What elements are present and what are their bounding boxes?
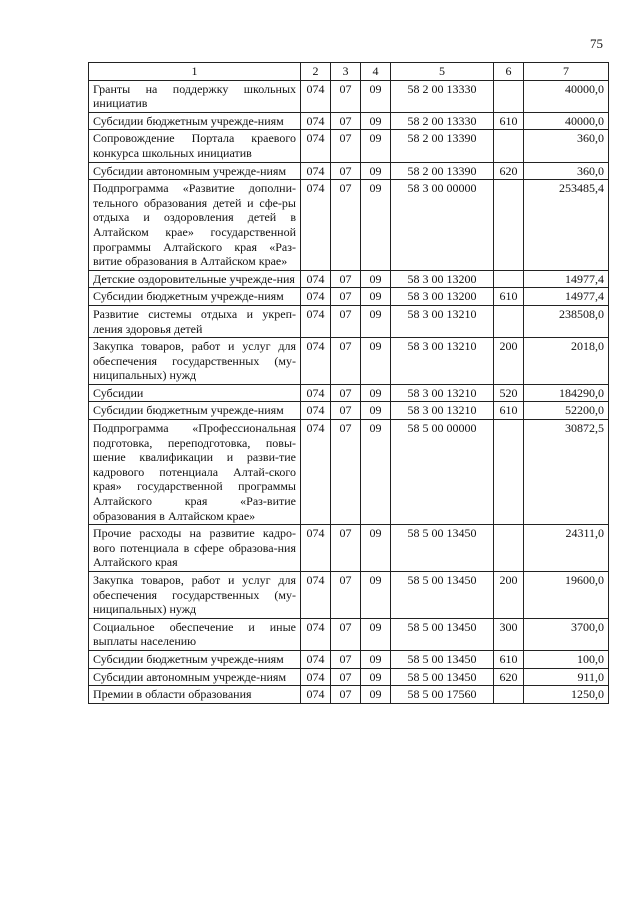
- gr-cell: 074: [301, 650, 331, 668]
- vr-cell: 620: [494, 668, 524, 686]
- gr-cell: 074: [301, 572, 331, 619]
- csr-cell: 58 2 00 13390: [391, 130, 494, 162]
- pr-cell: 09: [361, 288, 391, 306]
- header-row: [89, 63, 609, 81]
- name-cell: Социальное обеспечение и иные выплаты населению: [89, 618, 301, 650]
- pr-cell: 09: [361, 618, 391, 650]
- sum-cell: 360,0: [524, 162, 609, 180]
- csr-cell: 58 5 00 00000: [391, 420, 494, 525]
- sum-cell: 14977,4: [524, 270, 609, 288]
- name-cell: Прочие расходы на развитие кадро-вого потенциала в сфере образова-ния Алтайского края: [89, 525, 301, 572]
- pr-cell: 09: [361, 420, 391, 525]
- sum-cell: 238508,0: [524, 305, 609, 337]
- sum-cell: 19600,0: [524, 572, 609, 619]
- header-cell-sum: 7: [524, 63, 609, 81]
- table-row: [89, 525, 609, 572]
- pr-cell: 09: [361, 686, 391, 704]
- name-cell: Закупка товаров, работ и услуг для обеспечения государственных (му-ниципальных) нужд: [89, 338, 301, 385]
- sum-cell: 40000,0: [524, 80, 609, 112]
- pr-cell: 09: [361, 572, 391, 619]
- vr-cell: 620: [494, 162, 524, 180]
- vr-cell: [494, 130, 524, 162]
- header-cell-pr: 4: [361, 63, 391, 81]
- vr-cell: [494, 686, 524, 704]
- pr-cell: 09: [361, 270, 391, 288]
- name-cell: Субсидии бюджетным учрежде-ниям: [89, 402, 301, 420]
- name-cell: Субсидии бюджетным учрежде-ниям: [89, 650, 301, 668]
- header-cell-csr: 5: [391, 63, 494, 81]
- table-row: [89, 162, 609, 180]
- name-cell: Субсидии: [89, 384, 301, 402]
- pr-cell: 09: [361, 80, 391, 112]
- rz-cell: 07: [331, 668, 361, 686]
- sum-cell: 3700,0: [524, 618, 609, 650]
- table-row: [89, 270, 609, 288]
- rz-cell: 07: [331, 572, 361, 619]
- gr-cell: 074: [301, 668, 331, 686]
- sum-cell: 24311,0: [524, 525, 609, 572]
- pr-cell: 09: [361, 668, 391, 686]
- name-cell: Детские оздоровительные учрежде-ния: [89, 270, 301, 288]
- csr-cell: 58 5 00 13450: [391, 572, 494, 619]
- pr-cell: 09: [361, 112, 391, 130]
- rz-cell: 07: [331, 130, 361, 162]
- vr-cell: 300: [494, 618, 524, 650]
- table-header: [89, 63, 609, 81]
- pr-cell: 09: [361, 338, 391, 385]
- pr-cell: 09: [361, 305, 391, 337]
- vr-cell: [494, 270, 524, 288]
- rz-cell: 07: [331, 402, 361, 420]
- table-body: [89, 80, 609, 703]
- sum-cell: 40000,0: [524, 112, 609, 130]
- header-cell-vr: 6: [494, 63, 524, 81]
- name-cell: Развитие системы отдыха и укреп-ления здоровья детей: [89, 305, 301, 337]
- vr-cell: [494, 525, 524, 572]
- name-cell: Подпрограмма «Профессиональная подготовка, переподготовка, повы-шение квалификации и разви-тие кадрового потенциала Алтай-ского края» государственной программы Алтайского края «Раз-витие образования в Алтайском крае»: [89, 420, 301, 525]
- vr-cell: 520: [494, 384, 524, 402]
- vr-cell: [494, 80, 524, 112]
- header-cell-rz: 3: [331, 63, 361, 81]
- budget-table: [88, 62, 609, 704]
- csr-cell: 58 3 00 13210: [391, 305, 494, 337]
- gr-cell: 074: [301, 270, 331, 288]
- rz-cell: 07: [331, 270, 361, 288]
- rz-cell: 07: [331, 525, 361, 572]
- sum-cell: 184290,0: [524, 384, 609, 402]
- gr-cell: 074: [301, 180, 331, 271]
- sum-cell: 14977,4: [524, 288, 609, 306]
- page-number: 75: [590, 36, 603, 51]
- rz-cell: 07: [331, 305, 361, 337]
- csr-cell: 58 2 00 13390: [391, 162, 494, 180]
- table-row: [89, 420, 609, 525]
- vr-cell: [494, 180, 524, 271]
- gr-cell: 074: [301, 686, 331, 704]
- table-row: [89, 338, 609, 385]
- table-row: [89, 384, 609, 402]
- table-row: [89, 686, 609, 704]
- rz-cell: 07: [331, 162, 361, 180]
- rz-cell: 07: [331, 650, 361, 668]
- vr-cell: [494, 420, 524, 525]
- table-row: [89, 650, 609, 668]
- pr-cell: 09: [361, 525, 391, 572]
- table-row: [89, 130, 609, 162]
- rz-cell: 07: [331, 420, 361, 525]
- csr-cell: 58 3 00 13200: [391, 270, 494, 288]
- name-cell: Субсидии автономным учрежде-ниям: [89, 668, 301, 686]
- vr-cell: 200: [494, 338, 524, 385]
- gr-cell: 074: [301, 112, 331, 130]
- sum-cell: 360,0: [524, 130, 609, 162]
- gr-cell: 074: [301, 80, 331, 112]
- csr-cell: 58 2 00 13330: [391, 112, 494, 130]
- sum-cell: 911,0: [524, 668, 609, 686]
- table-row: [89, 180, 609, 271]
- sum-cell: 253485,4: [524, 180, 609, 271]
- name-cell: Субсидии бюджетным учрежде-ниям: [89, 112, 301, 130]
- pr-cell: 09: [361, 130, 391, 162]
- gr-cell: 074: [301, 338, 331, 385]
- header-cell-gr: 2: [301, 63, 331, 81]
- rz-cell: 07: [331, 180, 361, 271]
- csr-cell: 58 3 00 13210: [391, 402, 494, 420]
- vr-cell: 200: [494, 572, 524, 619]
- gr-cell: 074: [301, 402, 331, 420]
- csr-cell: 58 5 00 13450: [391, 525, 494, 572]
- name-cell: Подпрограмма «Развитие дополни-тельного образования детей и сфе-ры отдыха и оздоровления детей в Алтайском крае» государственной программы Алтайского края «Раз-витие образования в Алтайском крае»: [89, 180, 301, 271]
- vr-cell: 610: [494, 112, 524, 130]
- header-cell-name: 1: [89, 63, 301, 81]
- gr-cell: 074: [301, 618, 331, 650]
- pr-cell: 09: [361, 384, 391, 402]
- csr-cell: 58 3 00 13200: [391, 288, 494, 306]
- vr-cell: 610: [494, 650, 524, 668]
- gr-cell: 074: [301, 420, 331, 525]
- sum-cell: 100,0: [524, 650, 609, 668]
- name-cell: Субсидии автономным учрежде-ниям: [89, 162, 301, 180]
- table-row: [89, 305, 609, 337]
- name-cell: Закупка товаров, работ и услуг для обеспечения государственных (му-ниципальных) нужд: [89, 572, 301, 619]
- gr-cell: 074: [301, 288, 331, 306]
- rz-cell: 07: [331, 338, 361, 385]
- sum-cell: 30872,5: [524, 420, 609, 525]
- table-row: [89, 288, 609, 306]
- table-row: [89, 668, 609, 686]
- name-cell: Субсидии бюджетным учрежде-ниям: [89, 288, 301, 306]
- csr-cell: 58 3 00 13210: [391, 384, 494, 402]
- sum-cell: 52200,0: [524, 402, 609, 420]
- rz-cell: 07: [331, 80, 361, 112]
- gr-cell: 074: [301, 525, 331, 572]
- csr-cell: 58 5 00 13450: [391, 618, 494, 650]
- csr-cell: 58 5 00 17560: [391, 686, 494, 704]
- vr-cell: 610: [494, 288, 524, 306]
- pr-cell: 09: [361, 402, 391, 420]
- rz-cell: 07: [331, 288, 361, 306]
- csr-cell: 58 5 00 13450: [391, 668, 494, 686]
- gr-cell: 074: [301, 305, 331, 337]
- name-cell: Сопровождение Портала краевого конкурса школьных инициатив: [89, 130, 301, 162]
- table-row: [89, 402, 609, 420]
- table-row: [89, 112, 609, 130]
- csr-cell: 58 3 00 00000: [391, 180, 494, 271]
- rz-cell: 07: [331, 112, 361, 130]
- csr-cell: 58 3 00 13210: [391, 338, 494, 385]
- name-cell: Премии в области образования: [89, 686, 301, 704]
- pr-cell: 09: [361, 650, 391, 668]
- gr-cell: 074: [301, 162, 331, 180]
- gr-cell: 074: [301, 384, 331, 402]
- table-row: [89, 80, 609, 112]
- gr-cell: 074: [301, 130, 331, 162]
- csr-cell: 58 2 00 13330: [391, 80, 494, 112]
- sum-cell: 1250,0: [524, 686, 609, 704]
- vr-cell: [494, 305, 524, 337]
- pr-cell: 09: [361, 162, 391, 180]
- vr-cell: 610: [494, 402, 524, 420]
- rz-cell: 07: [331, 618, 361, 650]
- sum-cell: 2018,0: [524, 338, 609, 385]
- table-row: [89, 618, 609, 650]
- table-row: [89, 572, 609, 619]
- rz-cell: 07: [331, 686, 361, 704]
- csr-cell: 58 5 00 13450: [391, 650, 494, 668]
- name-cell: Гранты на поддержку школьных инициатив: [89, 80, 301, 112]
- rz-cell: 07: [331, 384, 361, 402]
- pr-cell: 09: [361, 180, 391, 271]
